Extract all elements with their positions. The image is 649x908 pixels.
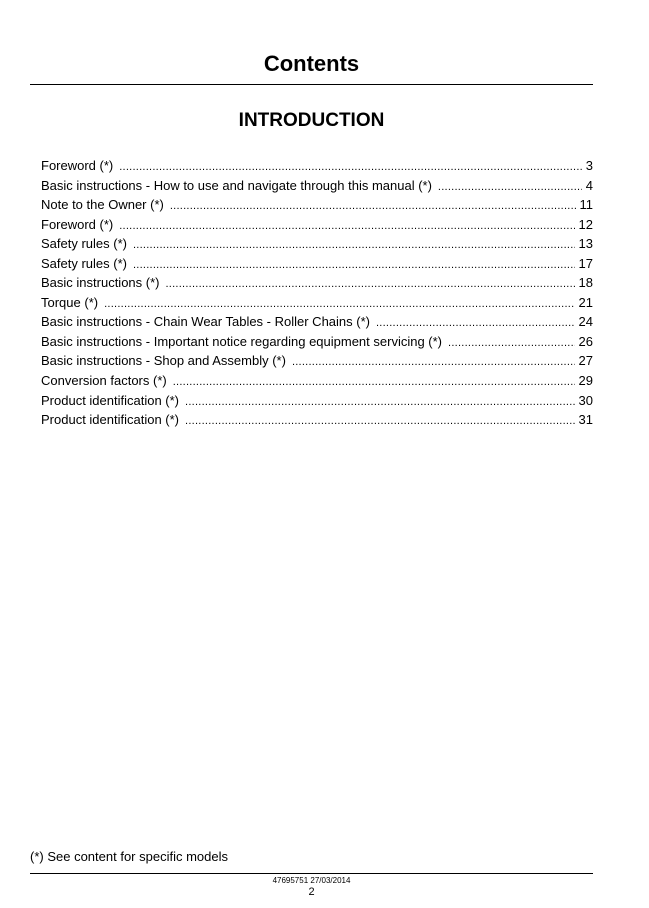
toc-entry[interactable] — [41, 215, 593, 235]
toc-entry[interactable] — [41, 391, 593, 411]
footer-divider — [30, 873, 593, 874]
toc-entry-title[interactable]: Note to the Owner (*) — [41, 197, 164, 213]
toc-entry-title[interactable]: Safety rules (*) — [41, 255, 127, 271]
toc-dot-leader — [448, 334, 575, 353]
toc-entry-title[interactable]: Basic instructions - Shop and Assembly (*) — [41, 353, 286, 369]
toc-entry-title[interactable]: Torque (*) — [41, 294, 99, 310]
page-title: Contents — [263, 51, 360, 76]
toc-entry-title[interactable]: Safety rules (*) — [41, 236, 127, 252]
toc-entry-title[interactable]: Basic instructions - How to use and navigate through this manual (*) — [41, 177, 432, 193]
toc-entry-page[interactable]: 29 — [578, 373, 593, 389]
toc-dot-leader — [185, 412, 575, 431]
toc-entry-title[interactable]: Product identification (*) — [41, 412, 180, 428]
toc-entry[interactable] — [41, 234, 593, 254]
toc-entry-page[interactable]: 24 — [578, 314, 593, 330]
toc-dot-leader — [185, 393, 575, 412]
toc-entry-title[interactable]: Basic instructions - Chain Wear Tables - Roller Chains (*) — [41, 314, 370, 330]
toc-entry[interactable] — [41, 156, 593, 176]
toc-entry-title[interactable]: Foreword (*) — [41, 158, 114, 173]
toc-entry[interactable] — [41, 176, 593, 196]
toc-entry-title[interactable]: Conversion factors (*) — [41, 373, 167, 389]
toc-entry[interactable] — [41, 351, 593, 371]
toc-entry[interactable] — [41, 371, 593, 391]
toc-entry-page[interactable]: 4 — [585, 177, 593, 193]
toc-entry-title[interactable]: Basic instructions - Important notice regarding equipment servicing (*) — [41, 333, 443, 349]
toc-entry[interactable] — [41, 332, 593, 352]
toc-entry-page[interactable]: 3 — [585, 158, 593, 173]
document-id: 47695751 27/03/2014 — [272, 876, 351, 885]
toc-entry[interactable] — [41, 312, 593, 332]
toc-entry-page[interactable]: 26 — [578, 333, 593, 349]
toc-entry[interactable] — [41, 410, 593, 430]
table-of-contents — [41, 156, 593, 430]
toc-entry[interactable] — [41, 254, 593, 274]
toc-dot-leader — [170, 197, 576, 216]
toc-entry-page[interactable]: 12 — [578, 216, 593, 232]
toc-entry-page[interactable]: 30 — [578, 392, 593, 408]
footnote: (*) See content for specific models — [30, 849, 228, 864]
toc-dot-leader — [119, 158, 582, 177]
toc-dot-leader — [165, 275, 574, 294]
toc-entry-page[interactable]: 21 — [578, 294, 593, 310]
toc-entry-title[interactable]: Foreword (*) — [41, 216, 114, 232]
section-title: INTRODUCTION — [238, 110, 385, 131]
toc-entry-page[interactable]: 31 — [578, 412, 593, 428]
toc-dot-leader — [119, 217, 574, 236]
toc-dot-leader — [133, 236, 575, 255]
page-number: 2 — [308, 886, 315, 898]
toc-entry-page[interactable]: 18 — [578, 275, 593, 291]
toc-dot-leader — [376, 314, 575, 333]
toc-dot-leader — [133, 256, 575, 275]
toc-dot-leader — [104, 295, 574, 314]
toc-dot-leader — [173, 373, 575, 392]
toc-entry-page[interactable]: 17 — [578, 255, 593, 271]
toc-dot-leader — [438, 178, 582, 197]
toc-entry[interactable] — [41, 293, 593, 313]
toc-entry-page[interactable]: 13 — [578, 236, 593, 252]
toc-entry[interactable] — [41, 273, 593, 293]
header-divider — [30, 84, 593, 85]
toc-entry-page[interactable]: 27 — [578, 353, 593, 369]
toc-entry-page[interactable]: 11 — [579, 197, 593, 213]
toc-entry-title[interactable]: Basic instructions (*) — [41, 275, 160, 291]
toc-entry[interactable] — [41, 195, 593, 215]
toc-entry-title[interactable]: Product identification (*) — [41, 392, 180, 408]
toc-dot-leader — [292, 353, 575, 372]
